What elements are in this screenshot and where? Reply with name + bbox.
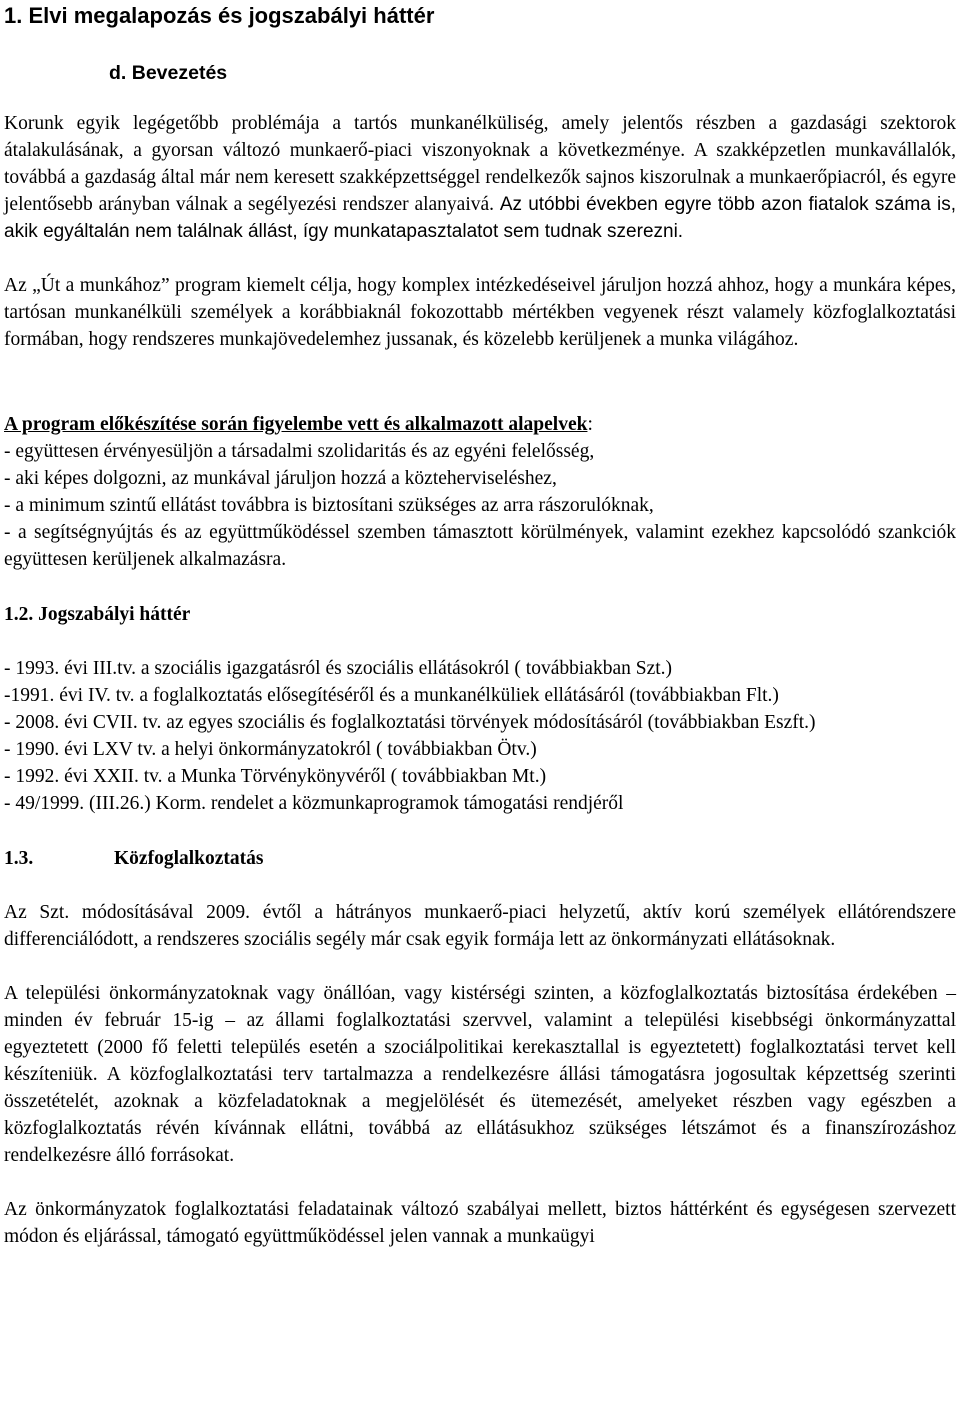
intro-paragraph-1-part-2: Az utóbbi években egyre több azon fiatalok száma is, akik egyáltalán nem találnak állást, így munkatapasztalatot sem tudnak szerezni. [4,194,957,242]
principles-heading [4,411,956,438]
law-item: -1991. évi IV. tv. a foglalkoztatás elősegítéséről és a munkanélküliek ellátásáról (továbbiakban Flt.) [4,685,779,706]
section-2-heading [4,601,956,628]
section-2-title: Jogszabályi háttér [38,604,191,625]
section-3-title: Közfoglalkoztatás [114,848,264,869]
intro-paragraph-1 [4,110,956,245]
section-3-number: 1.3. [4,848,34,869]
section-3-paragraph-1: Az Szt. módosításával 2009. évtől a hátrányos munkaerő-piaci helyzetű, aktív korú személyek ellátórendszere differenciálódott, a rendszeres szociális segély már csak egyik formája lett az önkormányzati ellátásoknak. [4,902,956,950]
principle-item: - a minimum szintű ellátást továbbra is biztosítani szükséges az arra rászorulóknak, [4,495,654,516]
document-heading: 1. Elvi megalapozás és jogszabályi háttér [4,3,435,28]
principle-item: - aki képes dolgozni, az munkával járuljon hozzá a közteherviseléshez, [4,468,557,489]
principle-item: - együttesen érvényesüljön a társadalmi szolidaritás és az egyéni felelősség, [4,441,595,462]
document-page [4,0,956,1250]
principles-title-colon: : [587,414,593,435]
law-item: - 49/1999. (III.26.) Korm. rendelet a közmunkaprogramok támogatási rendjéről [4,793,624,814]
law-item: - 1992. évi XXII. tv. a Munka Törvénykönyvéről ( továbbiakban Mt.) [4,766,547,787]
laws-list [4,655,956,817]
law-item: - 1993. évi III.tv. a szociális igazgatásról és szociális ellátásokról ( továbbiakban Szt.) [4,658,673,679]
law-item: - 1990. évi LXV tv. a helyi önkormányzatokról ( továbbiakban Ötv.) [4,739,537,760]
intro-subheading: d. Bevezetés [109,62,228,84]
law-item: - 2008. évi CVII. tv. az egyes szociális és foglalkoztatási törvények módosításáról (továbbiakban Eszft.) [4,712,816,733]
principle-item: - a segítségnyújtás és az együttműködéssel szemben támasztott körülmények, valamint ezekhez kapcsolódó szankciók együttesen kerüljenek alkalmazásra. [4,522,956,570]
principles-block [4,411,956,573]
intro-paragraph-2: Az „Út a munkához” program kiemelt célja, hogy komplex intézkedéseivel járuljon hozzá ahhoz, hogy a munkára képes, tartósan munkanélküli személyek a korábbiaknál fokozottabb mértékben vegyenek részt valamely közfoglalkoztatási formában, hogy rendszeres munkajövedelemhez jussanak, és közelebb kerüljenek a munka világához. [4,275,956,350]
principles-title: A program előkészítése során figyelembe vett és alkalmazott alapelvek [4,414,588,435]
section-3-paragraph-2: A települési önkormányzatoknak vagy önállóan, vagy kistérségi szinten, a közfoglalkoztatás biztosítása érdekében – minden év február 15-ig – az állami foglalkoztatási szervvel, valamint a települési kisebbségi önkormányzattal egyeztetett (2000 fő feletti település esetén a szociálpolitikai kerekasztallal is egyeztetett) foglalkoztatási tervet kell készíteniük. A közfoglalkoztatási terv tartalmazza a rendelkezésre állási támogatásra jogosultak képzettség szerinti összetételét, azoknak a közfeladatoknak a megjelölését és ütemezését, amelyeket részben vagy egészben a közfoglalkoztatás révén kívánnak ellátni, továbbá az ellátásukhoz szükséges létszámot és a finanszírozáshoz rendelkezésre álló forrásokat. [4,983,956,1166]
intro-paragraph-1-part-1: Korunk egyik legégetőbb problémája a tartós munkanélküliség, amely jelentős részben a gazdasági szektorok átalakulásának, a gyorsan változó munkaerő-piaci viszonyoknak a következménye. A szakképzetlen munkavállalók, továbbá a gazdaság által már nem keresett szakképzettséggel rendelkezők sajnos kiszorulnak a munkaerőpiacról, és egyre jelentősebb arányban válnak a segélyezési rendszer alanyaivá. [4,113,956,215]
section-3-paragraph-3: Az önkormányzatok foglalkoztatási feladatainak változó szabályai mellett, biztos háttérként és egységesen szervezett módon és eljárással, támogató együttműködéssel jelen vannak a munkaügyi [4,1199,956,1247]
section-2-number: 1.2. [4,604,34,625]
section-3-heading [4,845,956,872]
